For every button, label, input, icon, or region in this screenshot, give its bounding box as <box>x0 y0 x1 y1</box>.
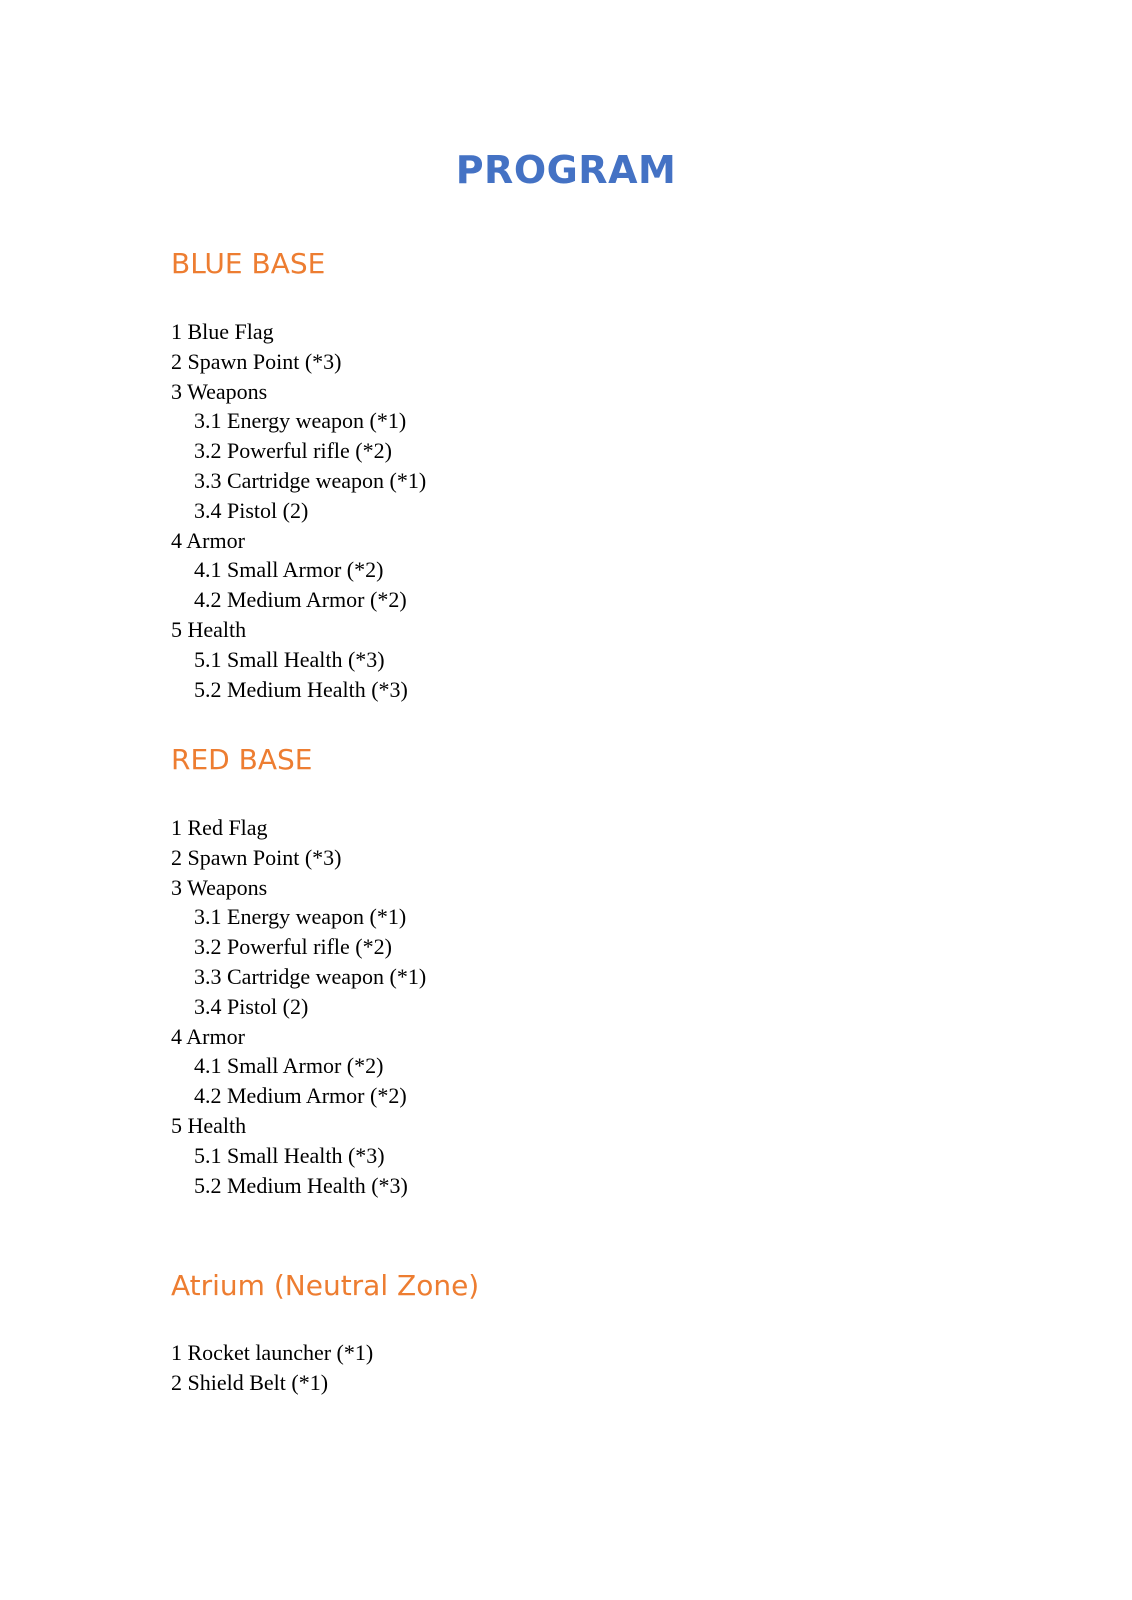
list-item: 5.1 Small Health (*3) <box>194 646 385 672</box>
red-base-item-list <box>171 813 426 1200</box>
list-item: 4 Armor <box>171 1023 245 1049</box>
list-item: 3 Weapons <box>171 378 268 404</box>
page-title: PROGRAM <box>455 148 677 192</box>
list-item: 3 Weapons <box>171 874 268 900</box>
list-item: 3.1 Energy weapon (*1) <box>194 904 407 930</box>
list-item: 3.3 Cartridge weapon (*1) <box>194 963 427 989</box>
list-item: 2 Shield Belt (*1) <box>171 1369 329 1395</box>
list-item: 4 Armor <box>171 527 245 553</box>
section-heading-red-base: RED BASE <box>171 743 313 776</box>
list-item: 4.2 Medium Armor (*2) <box>194 587 407 613</box>
list-item: 5 Health <box>171 616 247 642</box>
section-heading-blue-base: BLUE BASE <box>171 247 326 280</box>
list-item: 4.2 Medium Armor (*2) <box>194 1083 407 1109</box>
blue-base-item-list <box>171 317 426 704</box>
list-item: 1 Rocket launcher (*1) <box>171 1340 374 1365</box>
atrium-item-list <box>171 1338 373 1398</box>
section-heading-atrium: Atrium (Neutral Zone) <box>171 1269 480 1302</box>
list-item: 2 Spawn Point (*3) <box>171 844 342 870</box>
list-item: 4.1 Small Armor (*2) <box>194 1053 384 1079</box>
list-item: 5.1 Small Health (*3) <box>194 1142 385 1168</box>
list-item: 5.2 Medium Health (*3) <box>194 676 408 702</box>
list-item: 3.2 Powerful rifle (*2) <box>194 438 392 464</box>
list-item: 3.3 Cartridge weapon (*1) <box>194 467 427 493</box>
list-item: 3.4 Pistol (2) <box>194 993 309 1019</box>
list-item: 1 Red Flag <box>171 815 268 840</box>
list-item: 3.2 Powerful rifle (*2) <box>194 934 392 960</box>
list-item: 3.4 Pistol (2) <box>194 497 309 523</box>
list-item: 5 Health <box>171 1112 247 1138</box>
list-item: 1 Blue Flag <box>171 319 274 344</box>
list-item: 4.1 Small Armor (*2) <box>194 557 384 583</box>
list-item: 5.2 Medium Health (*3) <box>194 1172 408 1198</box>
list-item: 3.1 Energy weapon (*1) <box>194 408 407 434</box>
list-item: 2 Spawn Point (*3) <box>171 348 342 374</box>
